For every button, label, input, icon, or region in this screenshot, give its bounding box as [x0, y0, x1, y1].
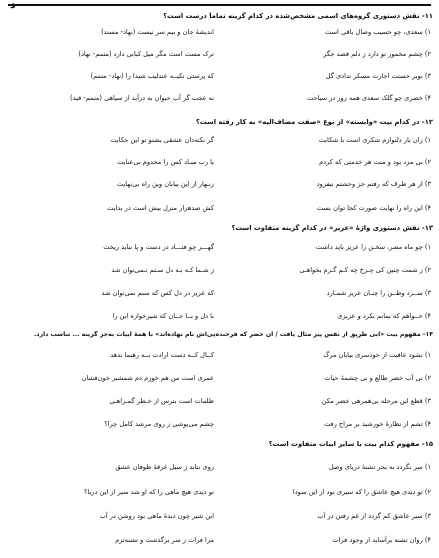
q11-option-1-left: اندیشهٔ جان و بیم سر نیست (نهاد- مسند)	[101, 28, 214, 36]
q13-option-1-left: گهـــر چو فتـــاد در دست و پا نباید ریخت	[103, 243, 214, 251]
q13-option-2-right: ۲) ز شمت چنین کی چـرخ چه کـم گـرم بخواهـی	[299, 266, 431, 274]
q15-option-1-right: ۱) سر نگردد به بحر تشنهٔ دریای وصل	[328, 463, 431, 471]
q11-option-2-left: ترک مست است مگر میل کبابی دارد (متمم- نهاد)	[78, 50, 214, 58]
q12-option-4-right: ۴) این راه را نهایت صورت کجا توان بست	[316, 204, 431, 212]
q13-option-4-left: با دل و بــا جــان که شیرخواره این را	[112, 312, 214, 320]
q13-option-4-right: ۴) خــواهم که بمانم بکرد و عزیزی	[337, 312, 431, 320]
q13-option-2-left: ز شـما کـه بـه دل سـتم نـمی‌توان شد	[111, 266, 214, 274]
q11-option-4-left: نه عجب گر آب حیوان به درآید از سیاهی (متمم- قید)	[70, 94, 214, 102]
q12-option-2-right: ۲) بی مزد بود و منت هر خدمتی که کردم	[319, 158, 431, 166]
q14-option-4-right: ۴) تشم از نظارهٔ خورشید بر مراج رفت	[324, 420, 431, 428]
q12-option-2-left: یا رب مبـاد کس را مخدوم بی‌عنایت	[117, 158, 214, 166]
q14-option-1-left: کــال کــه دست ارادت بــه رهنما ندهد	[110, 351, 214, 359]
q15-option-3-right: ۳) سیر عاشق کم گردد از غم رفتن در آب	[317, 512, 431, 520]
q15-option-2-right: ۲) تو دیدی هیچ عاشق را که سیری بود از این سودا	[292, 488, 431, 496]
q13-option-3-right: ۳) ســرد وطــن را چنـان عزیز شمـارد	[326, 289, 431, 297]
q11-option-1-right: ۱) سعدی، چو حسیب وصال باقی است	[325, 28, 431, 36]
q11-option-3-left: که پرستی تکیــه عندلیب شیدا را (نهاد- متمم)	[90, 72, 214, 80]
q14-option-2-left: عمری است من هم خورم دم شمشیر خون‌فشان	[81, 374, 214, 382]
q12-option-1-left: گر نکته‌دان عشقی بشنو تو این حکایت	[110, 136, 214, 144]
q15-option-4-left: مرا فرات ز سر برگذشت و تشنه‌ترم	[115, 536, 214, 544]
q11-option-2-right: ۲) چشم مخمور تو دارد ز دلم قصد جگر	[323, 50, 431, 58]
q14-option-3-left: ظلمات است بترس از خـطر گمـراهـی	[109, 397, 214, 405]
question-11-title: ۱۱- نقش دستوری گروه‌های اسمی مشخص‌شده در کدام گزینه تماماً درست است؟	[163, 12, 433, 20]
q11-option-4-right: ۴) خضری چو گلک سعدی همه روز در سیاحت	[306, 94, 431, 102]
q12-option-3-right: ۳) از هر طرف که رفتم جز وحشتم نیفزود	[316, 180, 431, 188]
q13-option-1-right: ۱) چو ماه مصر، سخـن را عزیز باید داشت	[315, 243, 431, 251]
q12-option-4-left: کش صدهزار منزل بیش است در بدایت	[107, 204, 214, 212]
q11-option-3-right: ۳) نوبر حسنت اجازت مسکر ندادی گل	[325, 72, 431, 80]
top-rule	[8, 4, 431, 6]
q12-option-3-left: زنـهار از این بیابان وین راه بی‌نهایت	[116, 180, 214, 188]
q14-option-2-right: ۲) نی آب خضر طالع و نی چشمهٔ حیات	[324, 374, 431, 382]
q15-option-1-left: روی نتابد ز سیل غرقهٔ طوفان عشق	[115, 463, 214, 471]
q13-option-3-left: که عزیز در دل کس که سنم نمی‌توان شد	[101, 289, 214, 297]
q15-option-2-left: تو دیدی هیچ ماهی را که او شد سیر از این دریا؟	[84, 488, 214, 496]
question-13-title: ۱۳- نقش دستوری واژهٔ «عزیز» در کدام گزینه متفاوت است؟	[231, 224, 433, 232]
q12-option-1-right: ۱) زان بار دلنوازم شکری است با شکایت	[318, 136, 431, 144]
header-mark: ﺩ	[10, 0, 16, 11]
question-15-title: ۱۵- مفهوم کدام بیت با سایر ابیات متفاوت است؟	[268, 440, 433, 448]
q15-option-3-left: این شیر چون دیدهٔ ماهی بود روشن در آب	[99, 512, 214, 520]
q14-option-1-right: ۱) نشود عاقبت از خودسری بیابان مرگ	[323, 351, 431, 359]
question-12-title: ۱۲- در کدام بیت «وابسته» از نوع «صفت مضاف‌الیه» به کار رفته است؟	[195, 118, 433, 126]
question-14-title: ۱۴- مفهوم بیت «آبی طریق از نفس پیر مثال یافت / آن خضر که فرخنده‌پی‌اش نام نهاده‌اند» با همهٔ ابیات به‌جز گزینه ... تناسب دارد.	[33, 331, 433, 338]
q14-option-4-left: چشم می‌پوشی ز روی مرشد کامل چرا؟	[104, 420, 214, 428]
q14-option-3-right: ۳) قطع این مرحله بی‌همرهی خضر مکن	[321, 397, 431, 405]
q15-option-4-right: ۴) روان تشنه برآساید از وجود فرات	[332, 536, 431, 544]
